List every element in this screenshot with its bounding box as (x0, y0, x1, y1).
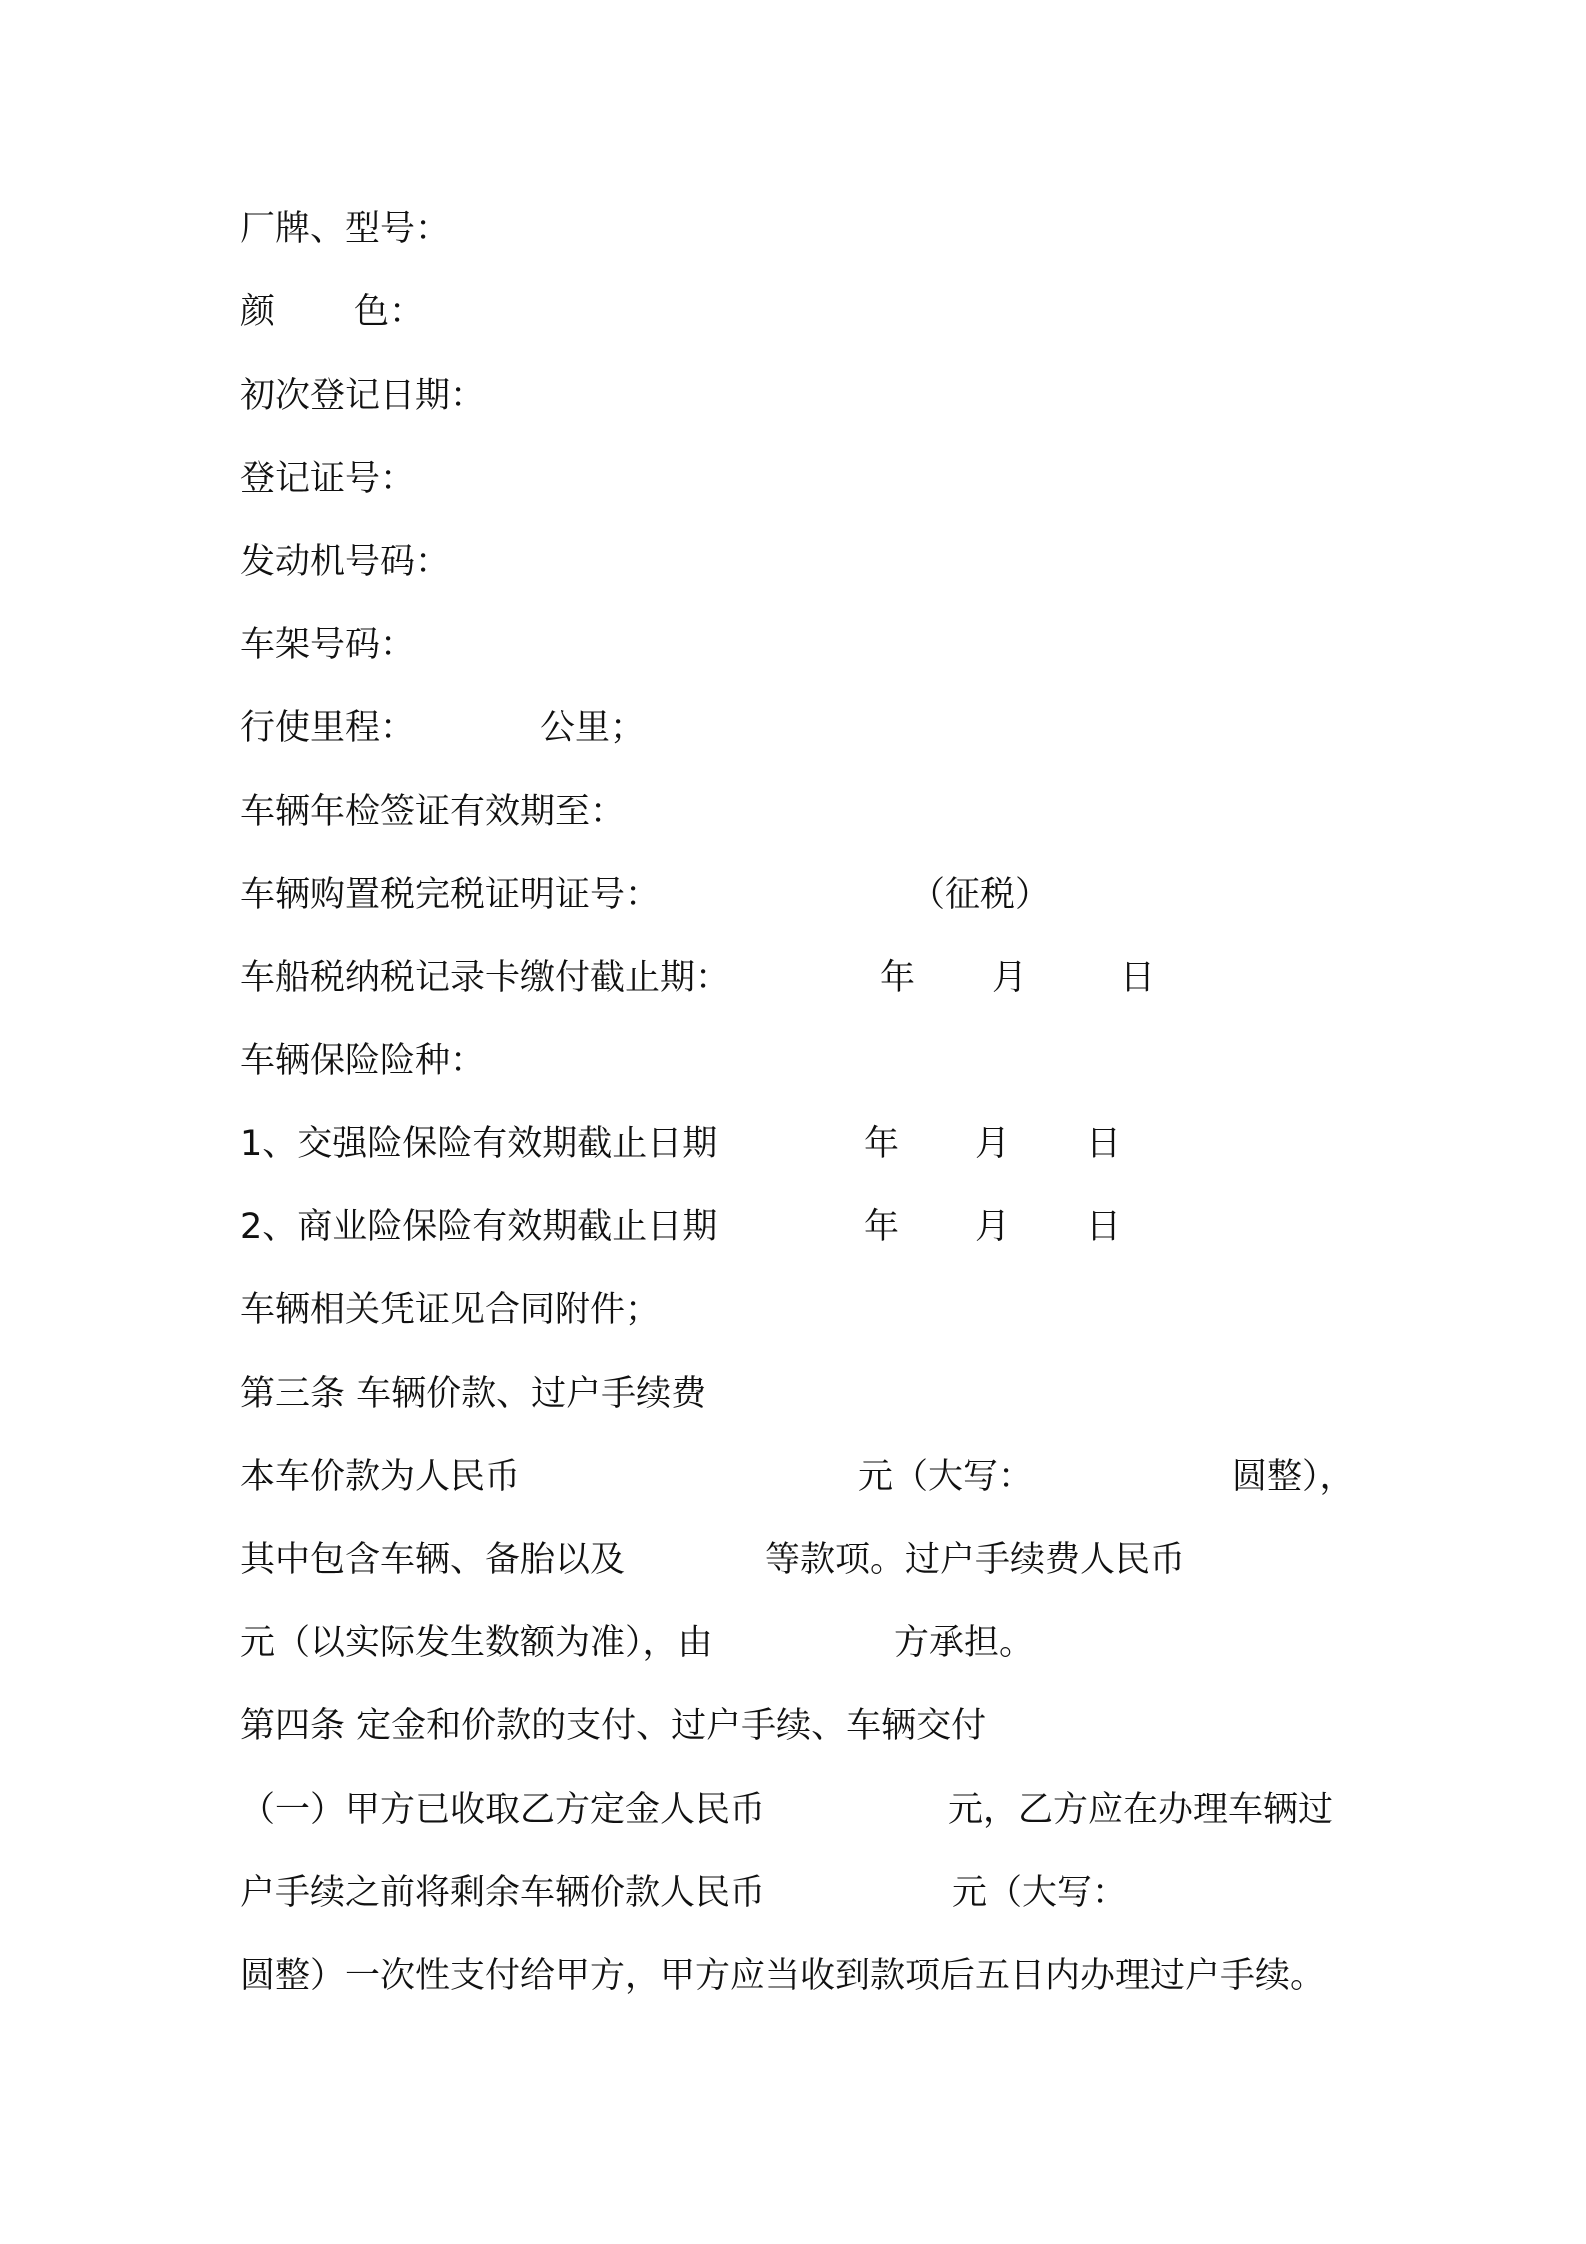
date-year: 年 (864, 1124, 900, 1164)
label-engine-number: 发动机号码： (240, 542, 451, 582)
label-color-char2: 色： (354, 292, 425, 332)
label-brand-model: 厂牌、型号： (240, 209, 451, 249)
label-compulsory-insurance: 1、交强险保险有效期截止日期 (240, 1124, 718, 1164)
label-purchase-tax-cert: 车辆购置税完税证明证号： (240, 875, 661, 915)
text-yuan-uppercase: 元（大写： (952, 1873, 1128, 1913)
text-party-bears: 方承担。 (894, 1623, 1035, 1663)
text-remaining-price: 户手续之前将剩余车辆价款人民币 (240, 1873, 766, 1913)
heading-article-four: 第四条 定金和价款的支付、过户手续、车辆交付 (240, 1706, 987, 1746)
text-round-total: 圆整）， (1232, 1457, 1355, 1497)
date-month: 月 (975, 1124, 1011, 1164)
label-first-registration-date: 初次登记日期： (240, 376, 486, 416)
label-frame-number: 车架号码： (240, 625, 416, 665)
date-day: 日 (1120, 958, 1156, 998)
text-before-transfer: 元，乙方应在办理车辆过 (948, 1790, 1334, 1830)
date-year: 年 (880, 958, 916, 998)
label-vessel-tax-deadline: 车船税纳税记录卡缴付截止期： (240, 958, 731, 998)
label-registration-cert-no: 登记证号： (240, 459, 416, 499)
heading-article-three: 第三条 车辆价款、过户手续费 (240, 1374, 707, 1414)
note-tax-levied: （征税） (910, 875, 1051, 915)
text-price-rmb: 本车价款为人民币 (240, 1457, 521, 1497)
label-annual-inspection: 车辆年检签证有效期至： (240, 792, 626, 832)
date-day: 日 (1086, 1124, 1122, 1164)
label-mileage: 行使里程： (240, 708, 416, 748)
date-month: 月 (975, 1207, 1011, 1247)
text-transfer-fee: 等款项。过户手续费人民币 (765, 1540, 1186, 1580)
text-included-items: 其中包含车辆、备胎以及 (240, 1540, 626, 1580)
label-color-char1: 颜 (240, 292, 276, 332)
text-actual-amount: 元（以实际发生数额为准），由 (240, 1623, 713, 1663)
label-commercial-insurance: 2、商业险保险有效期截止日期 (240, 1207, 718, 1247)
label-insurance-types: 车辆保险险种： (240, 1041, 486, 1081)
text-attachments: 车辆相关凭证见合同附件； (240, 1290, 661, 1330)
text-payment-terms: 圆整）一次性支付给甲方，甲方应当收到款项后五日内办理过户手续。 (240, 1956, 1326, 1996)
text-yuan-uppercase: 元（大写： (858, 1457, 1034, 1497)
date-year: 年 (864, 1207, 900, 1247)
date-month: 月 (992, 958, 1028, 998)
date-day: 日 (1086, 1207, 1122, 1247)
text-deposit: （一）甲方已收取乙方定金人民币 (240, 1790, 766, 1830)
unit-km: 公里； (540, 708, 646, 748)
